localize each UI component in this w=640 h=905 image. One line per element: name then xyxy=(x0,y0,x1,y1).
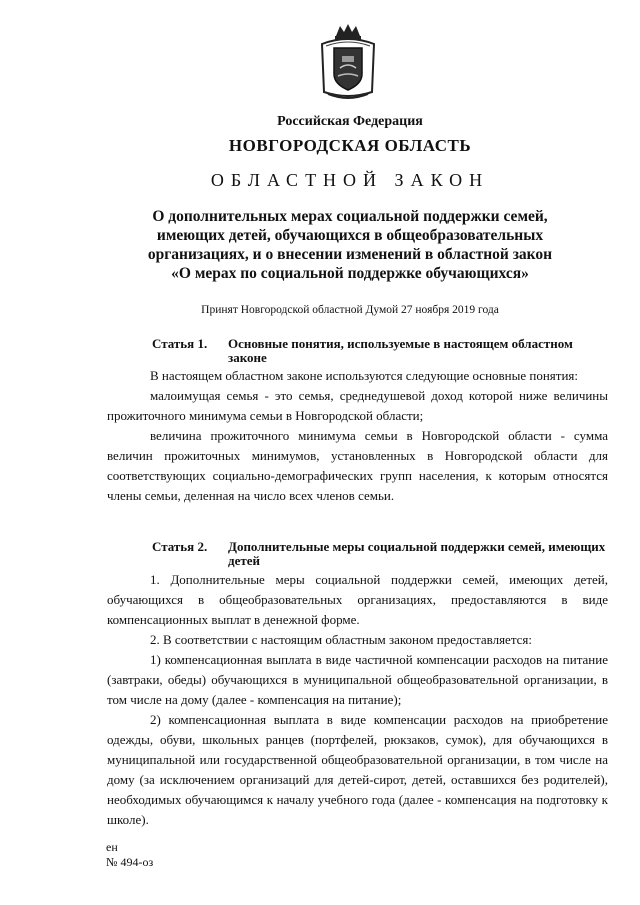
coat-of-arms-icon xyxy=(318,22,378,102)
article-1-body xyxy=(107,366,608,506)
paragraph: В настоящем областном законе используются следующие основные понятия: xyxy=(150,368,579,383)
adoption-note: Принят Новгородской областной Думой 27 ноября 2019 года xyxy=(201,304,499,316)
paragraph: 2. В соответствии с настоящим областным законом предоставляется: xyxy=(150,632,533,647)
paragraph: 1. Дополнительные меры социальной поддержки семей, имеющих детей, обучающихся в общеобразовательных организациях, предоставляются в виде компенсационных выплат в денежной форме. xyxy=(107,572,608,627)
paragraph: 2) компенсационная выплата в виде компенсации расходов на приобретение одежды, обуви, школьных ранцев (портфелей, рюкзаков, сумок), для обучающихся в муниципальной или государственной общеобразовательной организации, в том числе на дому (за исключением организаций для детей-сирот, детей, оставшихся без родителей), необходимых обучающимся к началу учебного года (далее - компенсация на подготовку к школе). xyxy=(107,712,608,827)
law-title-line: «О мерах по социальной поддержке обучающихся» xyxy=(171,265,529,282)
article-2-body xyxy=(107,570,608,830)
paragraph: величина прожиточного минимума семьи в Новгородской области - сумма величин прожиточных минимумов, установленных в Новгородской области для соответствующих социально-демографических групп населения, к которым относятся члены семьи, деленная на число всех членов семьи. xyxy=(107,428,608,503)
article-number: Статья 2. xyxy=(152,539,208,554)
law-title-line: О дополнительных мерах социальной поддержки семей, xyxy=(152,208,548,225)
article-name: Дополнительные меры социальной поддержки семей, имеющих детей xyxy=(228,539,606,568)
article-name: Основные понятия, используемые в настоящем областном законе xyxy=(228,336,573,365)
law-title xyxy=(60,207,640,283)
region-heading: НОВГОРОДСКАЯ ОБЛАСТЬ xyxy=(228,136,472,155)
document-number: № 494-оз xyxy=(106,855,154,869)
document-footer xyxy=(106,840,153,870)
article-2-heading xyxy=(152,540,608,568)
article-1-heading xyxy=(152,337,608,365)
executor-initials: ен xyxy=(106,840,118,854)
paragraph: малоимущая семья - это семья, среднедушевой доход которой ниже величины прожиточного минимума семьи в Новгородской области; xyxy=(107,388,608,423)
law-title-line: организациях, и о внесении изменений в областной закон xyxy=(147,246,553,263)
federation-heading: Российская Федерация xyxy=(277,114,423,129)
article-number: Статья 1. xyxy=(152,336,208,351)
paragraph: 1) компенсационная выплата в виде частичной компенсации расходов на питание (завтраки, обеды) обучающихся в муниципальной общеобразовательной организации, в том числе на дому (далее - компенсация на питание); xyxy=(107,652,608,707)
law-type-heading: ОБЛАСТНОЙ ЗАКОН xyxy=(210,170,490,190)
law-title-line: имеющих детей, обучающихся в общеобразовательных xyxy=(156,227,544,244)
